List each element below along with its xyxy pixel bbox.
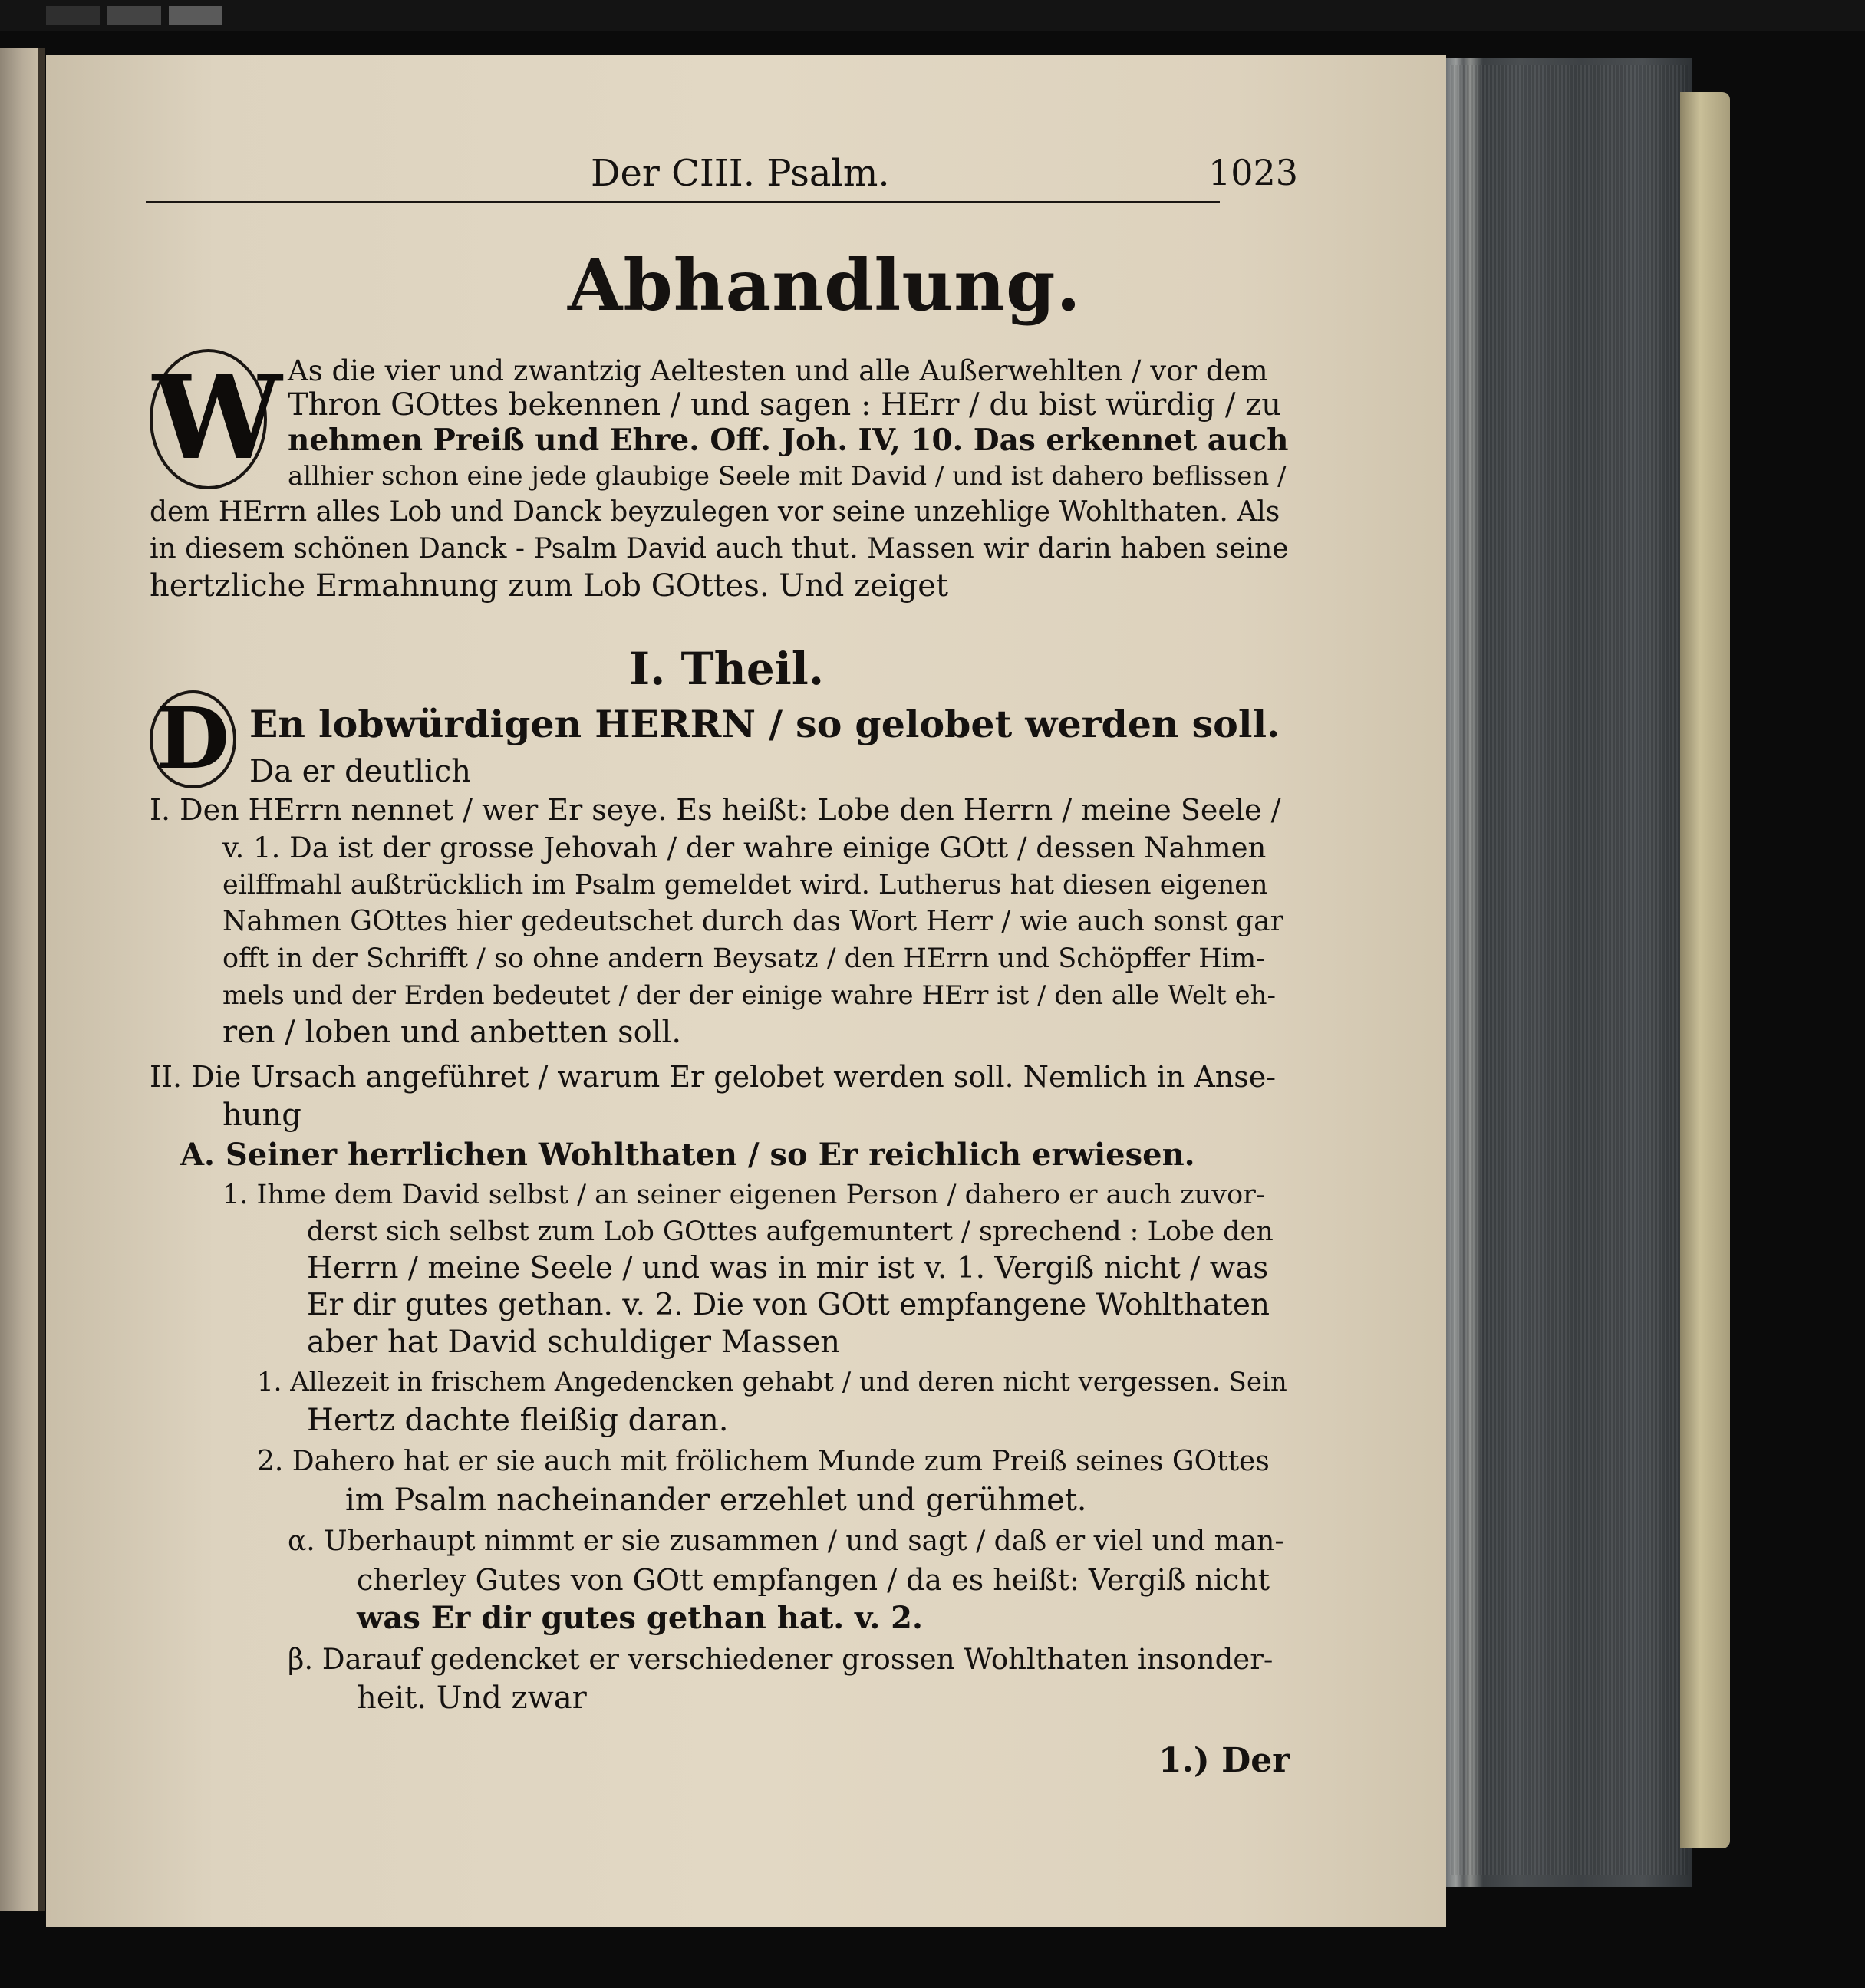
intro-line: As die vier und zwantzig Aeltesten und alle Außerwehlten / vor dem xyxy=(288,354,1268,387)
text-line: im Psalm nacheinander erzehlet und gerühmet. xyxy=(345,1483,1087,1518)
text-line: aber hat David schuldiger Massen xyxy=(307,1325,841,1360)
intro-line: hertzliche Ermahnung zum Lob GOttes. Und zeiget xyxy=(150,568,948,604)
intro-line: Thron GOttes bekennen / und sagen : HErr / du bist würdig / zu xyxy=(288,387,1282,423)
text-line: heit. Und zwar xyxy=(357,1680,587,1716)
running-title: Der CIII. Psalm. xyxy=(591,152,890,195)
text-line: v. 1. Da ist der grosse Jehovah / der wahre einige GOtt / dessen Nahmen xyxy=(222,831,1267,864)
chapter-heading: Abhandlung. xyxy=(568,244,1082,327)
text-line: 1. Allezeit in frischem Angedencken gehabt / und deren nicht vergessen. Sein xyxy=(257,1367,1287,1397)
text-line: A. Seiner herrlichen Wohlthaten / so Er reichlich erwiesen. xyxy=(180,1137,1195,1173)
drop-cap-initial: D xyxy=(150,690,236,788)
drop-cap-initial: W xyxy=(150,349,267,489)
text-line: offt in der Schrifft / so ohne andern Beysatz / den HErrn und Schöpffer Him- xyxy=(222,943,1266,974)
text-line: α. Uberhaupt nimmt er sie zusammen / und sagt / daß er viel und man- xyxy=(288,1526,1284,1557)
ruler-swatch xyxy=(107,6,161,25)
intro-line: allhier schon eine jede glaubige Seele mit David / und ist dahero beflissen / xyxy=(288,461,1287,492)
text-line: mels und der Erden bedeutet / der der einige wahre HErr ist / den alle Welt eh- xyxy=(222,980,1276,1011)
text-line: Da er deutlich xyxy=(249,754,472,789)
text-line: eilffmahl außtrücklich im Psalm gemeldet wird. Lutherus hat diesen eigenen xyxy=(222,870,1268,900)
ruler-swatch xyxy=(46,6,100,25)
text-line: was Er dir gutes gethan hat. v. 2. xyxy=(357,1600,923,1636)
header-rule xyxy=(146,201,1220,203)
intro-line: dem HErrn alles Lob und Danck beyzulegen vor seine unzehlige Wohlthaten. Als xyxy=(150,496,1280,528)
text-line: cherley Gutes von GOtt empfangen / da es heißt: Vergiß nicht xyxy=(357,1563,1270,1597)
text-line: 1. Ihme dem David selbst / an seiner eigenen Person / dahero er auch zuvor- xyxy=(222,1180,1265,1210)
text-line: En lobwürdigen HERRN / so gelobet werden soll. xyxy=(249,702,1280,746)
text-line: Herrn / meine Seele / und was in mir ist v. 1. Vergiß nicht / was xyxy=(307,1251,1269,1285)
catchword: 1.) Der xyxy=(1158,1741,1290,1780)
intro-line: in diesem schönen Danck - Psalm David auch thut. Massen wir darin haben seine xyxy=(150,533,1289,564)
text-line: hung xyxy=(222,1098,301,1133)
intro-line: nehmen Preiß und Ehre. Off. Joh. IV, 10. Das erkennet auch xyxy=(288,423,1289,458)
text-line: Er dir gutes gethan. v. 2. Die von GOtt empfangene Wohlthaten xyxy=(307,1288,1270,1322)
text-line: ren / loben und anbetten soll. xyxy=(222,1015,682,1050)
gutter-fold xyxy=(38,48,45,1911)
text-line: β. Darauf gedencket er verschiedener grossen Wohlthaten insonder- xyxy=(288,1643,1274,1676)
ruler-swatch xyxy=(169,6,222,25)
text-line: I. Den HErrn nennet / wer Er seye. Es heißt: Lobe den Herrn / meine Seele / xyxy=(150,793,1281,827)
text-line: Hertz dachte fleißig daran. xyxy=(307,1403,729,1438)
page-stack-lines xyxy=(1450,65,1688,1875)
text-line: derst sich selbst zum Lob GOttes aufgemuntert / sprechend : Lobe den xyxy=(307,1216,1274,1247)
page-number: 1023 xyxy=(1208,152,1299,193)
book-cover-edge xyxy=(1680,92,1730,1848)
text-line: II. Die Ursach angeführet / warum Er gelobet werden soll. Nemlich in Anse- xyxy=(150,1060,1277,1094)
section-title: I. Theil. xyxy=(629,643,825,695)
text-line: Nahmen GOttes hier gedeutschet durch das Wort Herr / wie auch sonst gar xyxy=(222,906,1283,937)
text-line: 2. Dahero hat er sie auch mit frölichem Munde zum Preiß seines GOttes xyxy=(257,1446,1270,1477)
previous-page-edge xyxy=(0,48,42,1911)
color-ruler xyxy=(0,0,1865,31)
